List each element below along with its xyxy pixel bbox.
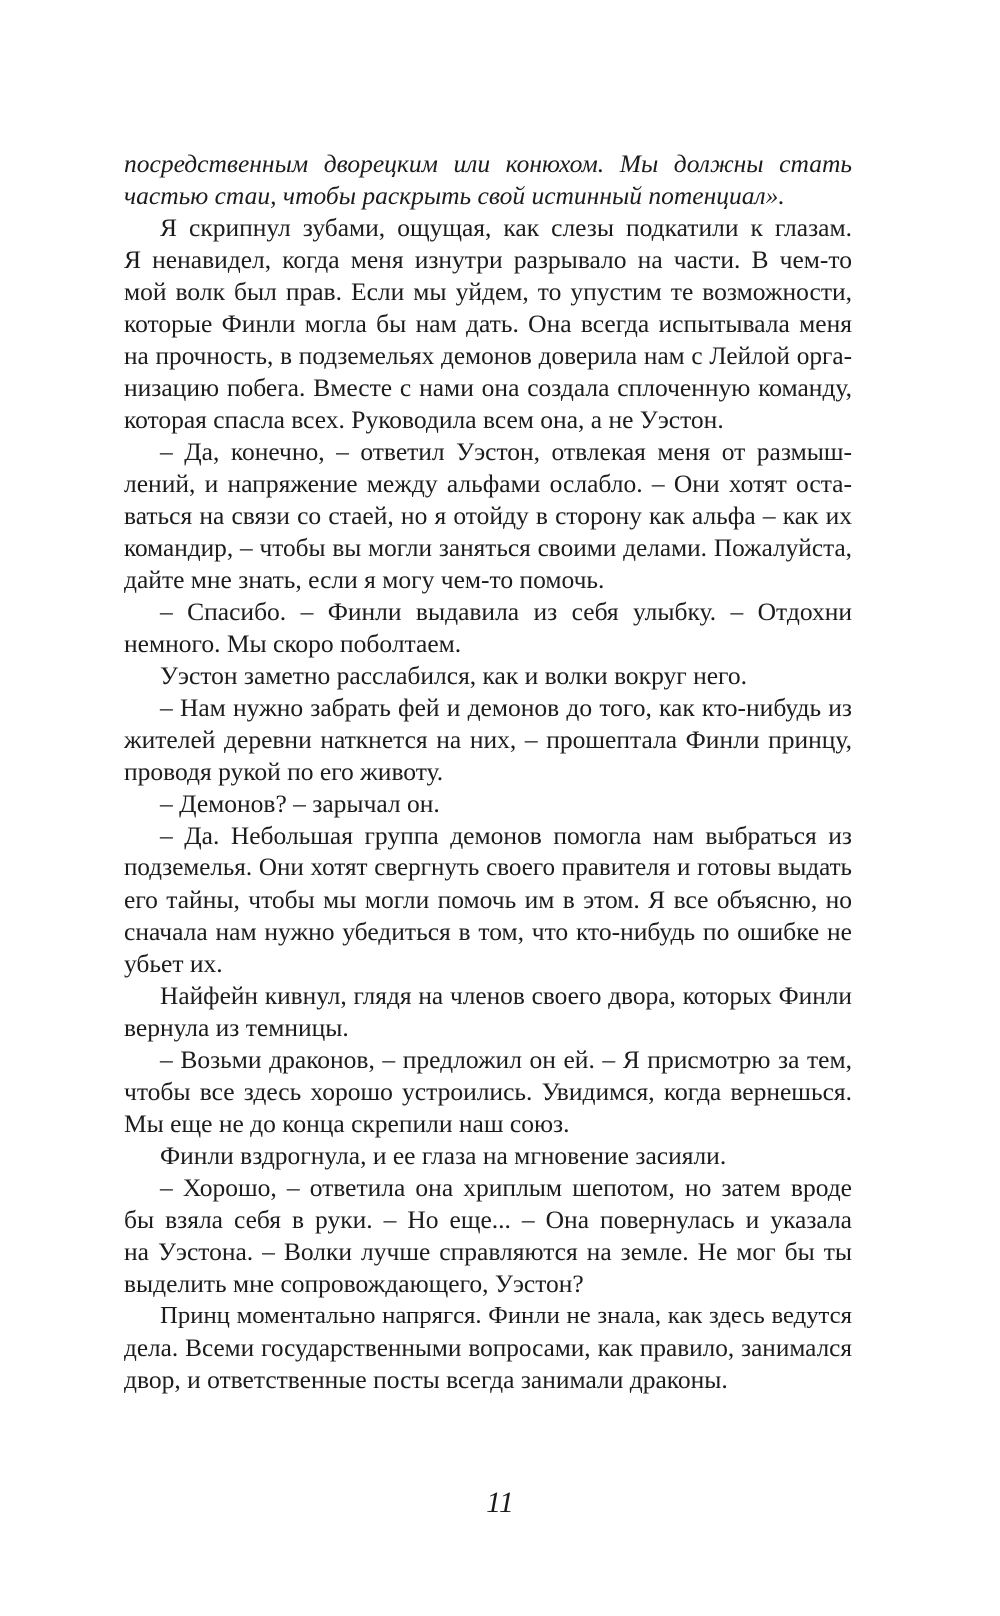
text-line: мой волк был прав. Если мы уйдем, то упустим те возможности,: [124, 277, 852, 306]
body-text: [124, 148, 852, 1396]
text-line: вернула из темницы.: [124, 1013, 349, 1042]
text-line: командир, – чтобы вы могли заняться своими делами. Пожалуйста,: [124, 534, 852, 562]
text-line: дела. Всеми государственными вопросами, как правило, занимался: [124, 1334, 852, 1362]
text-line: лений, и напряжение между альфами ослабло. – Они хотят оста-: [124, 469, 852, 498]
text-line: жителей деревни наткнется на них, – прошептала Финли принцу,: [124, 725, 852, 754]
text-line: двор, и ответственные посты всегда занимали драконы.: [124, 1365, 728, 1394]
text-line: на Уэстона. – Волки лучше справляются на земле. Не мог бы ты: [124, 1237, 852, 1266]
text-line: немного. Мы скоро поболтаем.: [124, 629, 462, 658]
text-line: Финли вздрогнула, и ее глаза на мгновение засияли.: [160, 1141, 727, 1170]
text-line: посредственным дворецким или конюхом. Мы должны стать: [124, 149, 852, 178]
text-line: – Спасибо. – Финли выдавила из себя улыбку. – Отдохни: [160, 597, 852, 626]
text-line: Уэстон заметно расслабился, как и волки вокруг него.: [160, 661, 747, 690]
text-line: на прочность, в подземельях демонов доверила нам с Лейлой орга-: [124, 342, 852, 370]
text-line: низацию побега. Вместе с нами она создала сплоченную команду,: [124, 373, 852, 402]
text-line: чтобы все здесь хорошо устроились. Увидимся, когда вернешься.: [124, 1077, 852, 1106]
text-line: Принц моментально напрягся. Финли не знала, как здесь ведутся: [160, 1302, 852, 1329]
text-line: Мы еще не до конца скрепили наш союз.: [124, 1109, 570, 1138]
text-line: – Да, конечно, – ответил Уэстон, отвлекая меня от размыш-: [160, 437, 852, 466]
text-line: – Демонов? – зарычал он.: [160, 789, 440, 818]
text-line: Я скрипнул зубами, ощущая, как слезы подкатили к глазам.: [160, 213, 852, 242]
text-line: проводя рукой по его животу.: [124, 757, 444, 786]
page-number: 11: [486, 1486, 514, 1519]
text-line: подземелья. Они хотят свергнуть своего правителя и готовы выдать: [124, 854, 852, 881]
text-line: выделить мне сопровождающего, Уэстон?: [124, 1269, 584, 1298]
text-line: Найфейн кивнул, глядя на членов своего двора, которых Финли: [160, 982, 852, 1010]
text-line: Я ненавидел, когда меня изнутри разрывало на части. В чем-то: [124, 245, 852, 274]
text-line: дайте мне знать, если я могу чем-то помочь.: [124, 565, 605, 594]
text-line: – Возьми драконов, – предложил он ей. – Я присмотрю за тем,: [160, 1045, 852, 1074]
text-line: ваться на связи со стаей, но я отойду в сторону как альфа – как их: [124, 501, 852, 530]
text-line: которая спасла всех. Руководила всем она, а не Уэстон.: [124, 405, 724, 434]
text-line: – Хорошо, – ответила она хриплым шепотом, но затем вроде: [160, 1173, 852, 1202]
text-line: его тайны, чтобы мы могли помочь им в этом. Я все объясню, но: [124, 885, 852, 914]
text-line: частью стаи, чтобы раскрыть свой истинный потенциал».: [124, 181, 785, 210]
text-line: – Нам нужно забрать фей и демонов до того, как кто-нибудь из: [160, 693, 852, 722]
text-line: сначала нам нужно убедиться в том, что кто-нибудь по ошибке не: [124, 917, 852, 946]
text-line: – Да. Небольшая группа демонов помогла нам выбраться из: [160, 821, 852, 850]
text-line: убьет их.: [124, 949, 223, 978]
text-line: которые Финли могла бы нам дать. Она всегда испытывала меня: [124, 309, 852, 338]
text-line: бы взяла себя в руки. – Но еще... – Она повернулась и указала: [124, 1205, 852, 1234]
